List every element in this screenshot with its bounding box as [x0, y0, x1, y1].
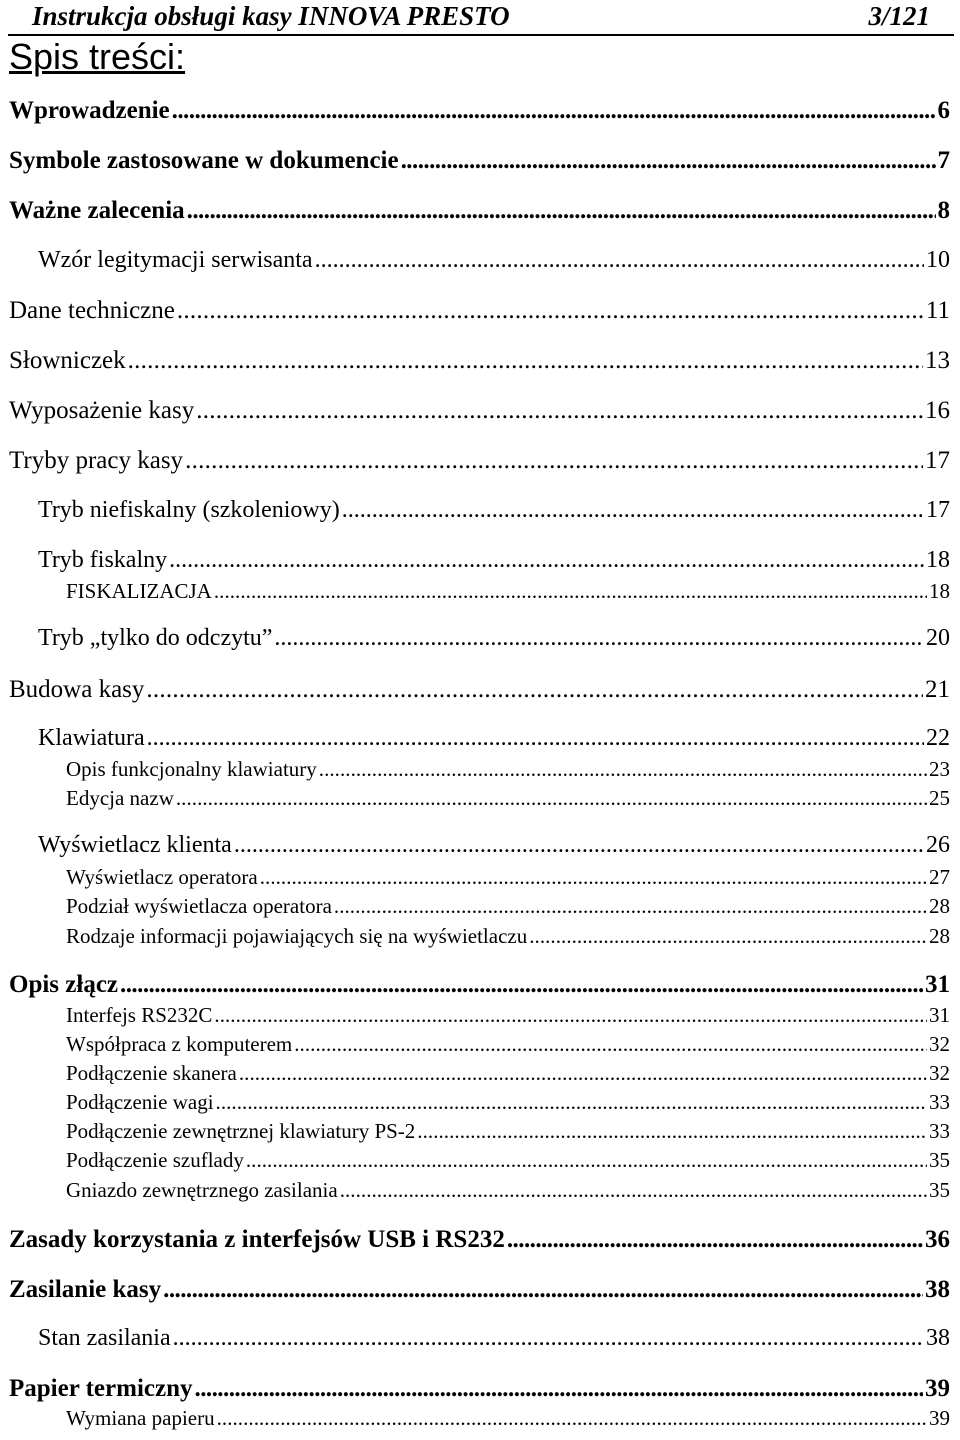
leader-dots	[176, 786, 927, 811]
page-header	[8, 0, 954, 36]
toc-entry[interactable]	[9, 347, 950, 375]
toc-entry[interactable]	[66, 1148, 950, 1173]
leader-dots	[128, 347, 923, 375]
toc-entry[interactable]	[66, 1061, 950, 1086]
toc-entry-label: Wyświetlacz operatora	[66, 865, 258, 889]
toc-entry-page: 26	[926, 832, 950, 858]
leader-dots	[177, 297, 924, 325]
leader-dots	[507, 1226, 923, 1254]
toc-entry[interactable]	[38, 247, 950, 274]
leader-dots	[294, 1032, 927, 1057]
toc-entry[interactable]	[66, 924, 950, 949]
toc-entry-label: Zasilanie kasy	[9, 1276, 162, 1303]
toc-entry-label: Papier termiczny	[9, 1375, 193, 1402]
toc-entry-label: Podłączenie zewnętrznej klawiatury PS-2	[66, 1119, 416, 1143]
toc-entry-page: 36	[925, 1226, 950, 1253]
toc-entry-page: 31	[929, 1003, 950, 1027]
toc-entry[interactable]	[9, 97, 950, 125]
toc-entry[interactable]	[38, 832, 950, 859]
toc-entry-page: 39	[925, 1375, 950, 1402]
toc-entry-page: 23	[929, 757, 950, 781]
toc-entry[interactable]	[38, 547, 950, 574]
toc-entry[interactable]	[66, 865, 950, 890]
toc-entry-page: 21	[925, 676, 950, 703]
leader-dots	[172, 97, 936, 125]
toc-entry-page: 6	[937, 97, 950, 124]
toc-entry-label: Opis funkcjonalny klawiatury	[66, 757, 317, 781]
toc-entry[interactable]	[38, 725, 950, 752]
toc-entry-page: 7	[937, 147, 950, 174]
toc-entry-label: Podłączenie wagi	[66, 1090, 214, 1114]
toc-entry-label: Podłączenie szuflady	[66, 1148, 244, 1172]
toc-entry[interactable]	[9, 197, 950, 225]
toc-entry-page: 13	[925, 347, 950, 374]
toc-entry-page: 38	[925, 1276, 950, 1303]
toc-entry-label: Tryb fiskalny	[38, 547, 168, 573]
toc-entry-page: 39	[929, 1406, 950, 1430]
leader-dots	[169, 547, 924, 574]
toc-entry[interactable]	[66, 757, 950, 782]
leader-dots	[187, 197, 936, 225]
toc-entry-page: 16	[925, 397, 950, 424]
toc-entry-label: Podział wyświetlacza operatora	[66, 894, 332, 918]
toc-entry[interactable]	[66, 1003, 950, 1028]
toc-entry-label: FISKALIZACJA	[66, 579, 212, 603]
toc-entry[interactable]	[38, 1325, 950, 1352]
header-page-number: 3/121	[868, 1, 930, 31]
toc-entry-label: Współpraca z komputerem	[66, 1032, 293, 1056]
leader-dots	[529, 924, 927, 949]
toc-entry-page: 11	[925, 297, 950, 324]
toc-entry-page: 25	[929, 786, 950, 810]
leader-dots	[147, 725, 924, 752]
leader-dots	[417, 1119, 927, 1144]
leader-dots	[216, 1090, 927, 1115]
toc-entry[interactable]	[9, 297, 950, 325]
toc-entry-page: 28	[929, 894, 950, 918]
toc-entry-label: Wyświetlacz klienta	[38, 832, 232, 858]
toc-entry-label: Edycja nazw	[66, 786, 174, 810]
leader-dots	[334, 894, 927, 919]
toc-entry[interactable]	[66, 1178, 950, 1203]
toc-entry-page: 32	[929, 1061, 950, 1085]
toc-entry-page: 33	[929, 1119, 950, 1143]
toc-entry[interactable]	[38, 497, 950, 524]
leader-dots	[315, 247, 924, 274]
toc-entry-label: Słowniczek	[9, 347, 126, 374]
toc-entry-page: 8	[937, 197, 950, 224]
toc-entry-page: 28	[929, 924, 950, 948]
toc-entry-label: Opis złącz	[9, 971, 119, 998]
leader-dots	[342, 497, 924, 524]
toc-title: Spis treści:	[9, 36, 186, 77]
leader-dots	[340, 1178, 927, 1203]
toc-entry[interactable]	[66, 1119, 950, 1144]
leader-dots	[217, 1406, 927, 1431]
toc-entry[interactable]	[66, 1032, 950, 1057]
toc-entry-label: Podłączenie skanera	[66, 1061, 237, 1085]
toc-entry[interactable]	[9, 971, 950, 999]
toc-entry-page: 32	[929, 1032, 950, 1056]
toc-entry[interactable]	[9, 147, 950, 175]
toc-entry-label: Zasady korzystania z interfejsów USB i RS232	[9, 1226, 505, 1253]
toc-entry[interactable]	[9, 1375, 950, 1403]
leader-dots	[146, 676, 923, 704]
leader-dots	[195, 1375, 924, 1403]
toc-entry[interactable]	[9, 1226, 950, 1254]
toc-entry[interactable]	[9, 397, 950, 425]
toc-entry-label: Wyposażenie kasy	[9, 397, 195, 424]
toc-entry-label: Tryby pracy kasy	[9, 447, 184, 474]
toc-entry-page: 33	[929, 1090, 950, 1114]
toc-entry-label: Dane techniczne	[9, 297, 175, 324]
leader-dots	[239, 1061, 927, 1086]
toc-entry-page: 35	[929, 1178, 950, 1202]
leader-dots	[274, 625, 924, 652]
toc-entry-label: Tryb niefiskalny (szkoleniowy)	[38, 497, 340, 523]
toc-entry-label: Wprowadzenie	[9, 97, 170, 124]
toc-entry-label: Gniazdo zewnętrznego zasilania	[66, 1178, 338, 1202]
leader-dots	[214, 579, 927, 604]
toc-entry[interactable]	[66, 1406, 950, 1431]
leader-dots	[260, 865, 927, 890]
header-title: Instrukcja obsługi kasy INNOVA PRESTO	[32, 1, 510, 31]
toc-entry-label: Tryb „tylko do odczytu”	[38, 625, 273, 651]
toc-entry[interactable]	[66, 894, 950, 919]
toc-entry-label: Stan zasilania	[38, 1325, 171, 1351]
leader-dots	[173, 1325, 924, 1352]
toc-entry-page: 17	[926, 497, 950, 523]
toc-entry-label: Interfejs RS232C	[66, 1003, 213, 1027]
leader-dots	[196, 397, 923, 425]
toc-entry-page: 38	[926, 1325, 950, 1351]
leader-dots	[120, 971, 923, 999]
toc-entry-page: 18	[929, 579, 950, 603]
leader-dots	[234, 832, 924, 859]
toc-entry-page: 18	[926, 547, 950, 573]
toc-entry-page: 31	[925, 971, 950, 998]
toc-entry[interactable]	[66, 1090, 950, 1115]
leader-dots	[214, 1003, 927, 1028]
leader-dots	[401, 147, 936, 175]
toc-entry-label: Symbole zastosowane w dokumencie	[9, 147, 399, 174]
toc-entry[interactable]	[9, 1276, 950, 1304]
toc-entry-page: 17	[925, 447, 950, 474]
toc-entry[interactable]	[66, 579, 950, 604]
toc-entry-page: 20	[926, 625, 950, 651]
toc-entry-page: 22	[926, 725, 950, 751]
toc-entry[interactable]	[9, 676, 950, 704]
toc-entry-label: Wymiana papieru	[66, 1406, 215, 1430]
toc-entry-page: 10	[926, 247, 950, 273]
toc-entry[interactable]	[9, 447, 950, 475]
toc-entry-page: 35	[929, 1148, 950, 1172]
toc-entry-label: Wzór legitymacji serwisanta	[38, 247, 313, 273]
toc-entry-label: Klawiatura	[38, 725, 145, 751]
leader-dots	[163, 1276, 923, 1304]
leader-dots	[319, 757, 927, 782]
toc-entry-label: Budowa kasy	[9, 676, 145, 703]
toc-entry[interactable]	[66, 786, 950, 811]
toc-entry-page: 27	[929, 865, 950, 889]
toc-entry-label: Rodzaje informacji pojawiających się na wyświetlaczu	[66, 924, 528, 948]
toc-entry[interactable]	[38, 625, 950, 652]
leader-dots	[185, 447, 923, 475]
toc-entry-label: Ważne zalecenia	[9, 197, 185, 224]
leader-dots	[246, 1148, 927, 1173]
